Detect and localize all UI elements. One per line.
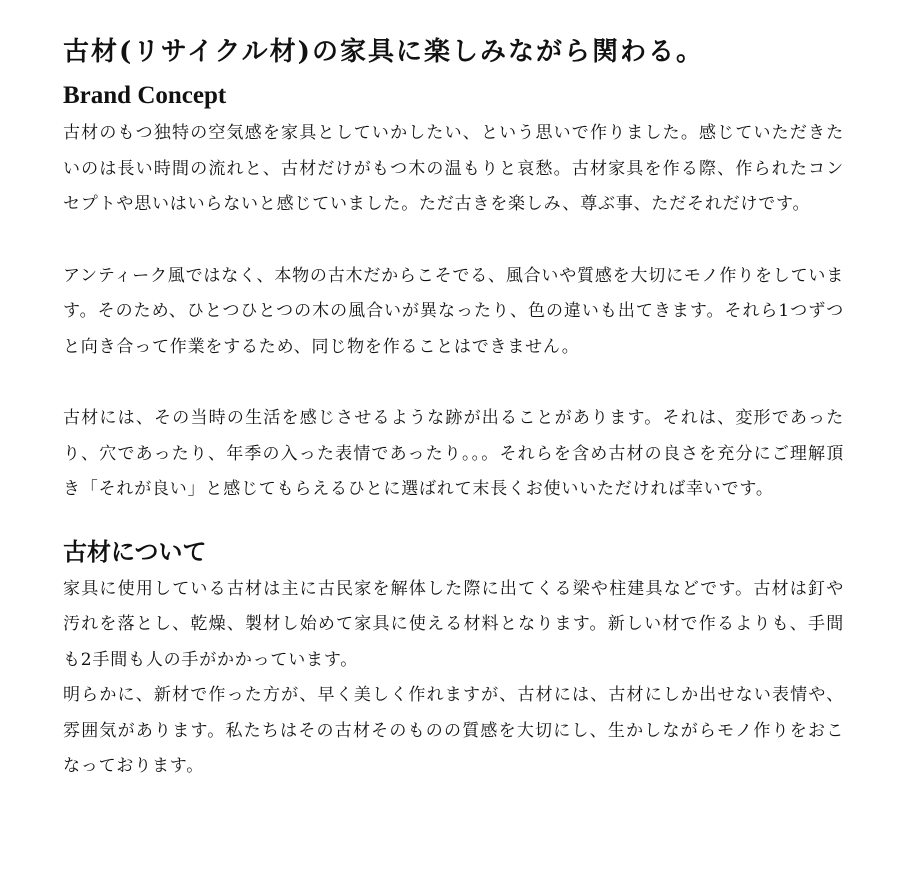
brand-concept-paragraph-1: 古材のもつ独特の空気感を家具としていかしたい、という思いで作りました。感じていただきたいのは長い時間の流れと、古材だけがもつ木の温もりと哀愁。古材家具を作る際、作られたコンセプトや思いはいらないと感じていました。ただ古きを楽しみ、尊ぶ事、ただそれだけです。 [63, 123, 844, 214]
about-kozai-heading: 古材について [63, 536, 207, 566]
brand-concept-heading: Brand Concept [63, 82, 227, 109]
about-kozai-paragraph-1: 家具に使用している古材は主に古民家を解体した際に出てくる梁や柱建具などです。古材は釘や汚れを落とし、乾燥、製材し始めて家具に使える材料となります。新しい材で作るよりも、手間も2手間も人の手がかかっています。 [63, 578, 844, 670]
about-kozai-paragraph-2: 明らかに、新材で作った方が、早く美しく作れますが、古材には、古材にしか出せない表情や、雰囲気があります。私たちはその古材そのものの質感を大切にし、生かしながらモノ作りをおこなっております。 [63, 685, 844, 776]
brand-concept-paragraph-3: 古材には、その当時の生活を感じさせるような跡が出ることがあります。それは、変形であったり、穴であったり、年季の入った表情であったり。。。それらを含め古材の良さを充分にご理解頂き「それが良い」と感じてもらえるひとに選ばれて末長くお使いいただければ幸いです。 [63, 408, 844, 499]
brand-concept-paragraph-2: アンティーク風ではなく、本物の古木だからこそでる、風合いや質感を大切にモノ作りをしています。そのため、ひとつひとつの木の風合いが異なったり、色の違いも出てきます。それら1つずつと向き合って作業をするため、同じ物を作ることはできません。 [63, 265, 844, 357]
page-title: 古材(リサイクル材)の家具に楽しみながら関わる。 [63, 37, 704, 67]
